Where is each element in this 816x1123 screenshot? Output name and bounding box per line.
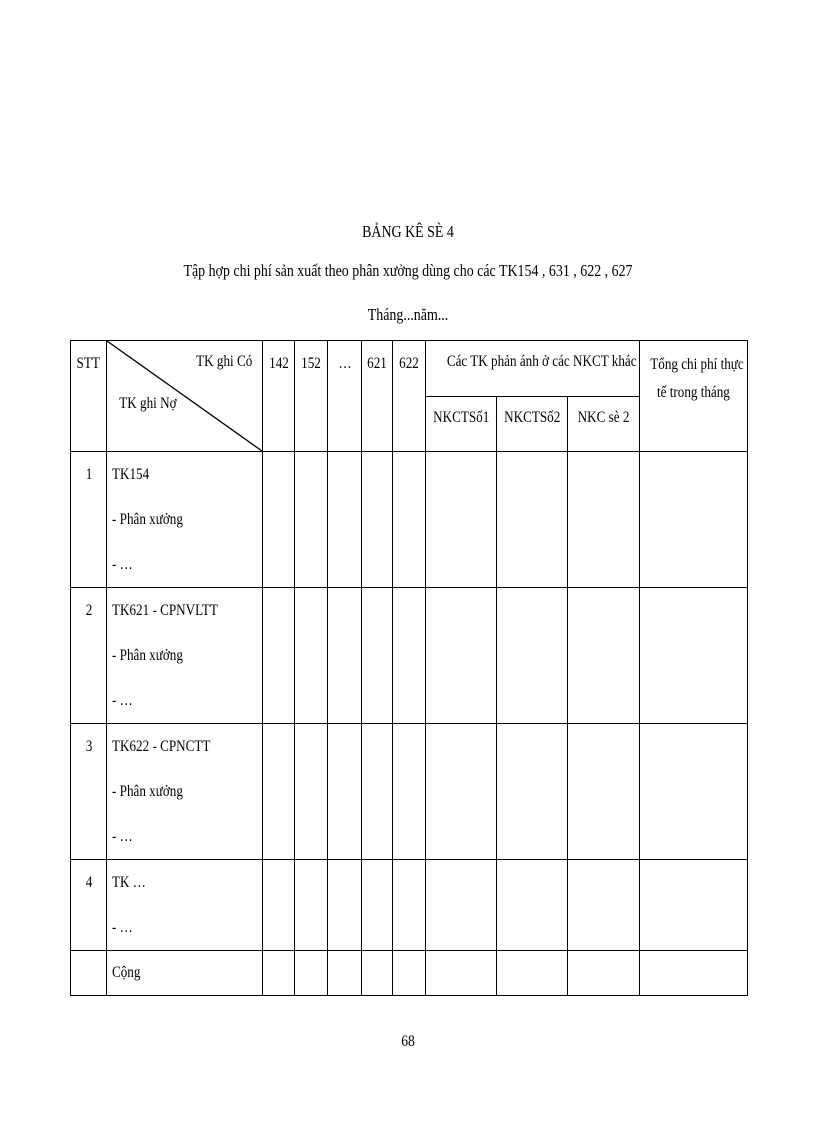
account-col-621: 621 bbox=[362, 341, 393, 452]
row-stt: 2 bbox=[71, 588, 107, 724]
row-description: TK … - … bbox=[107, 860, 263, 951]
stt-header: STT bbox=[71, 341, 107, 452]
journal-col-2: NKCTSố2 bbox=[497, 396, 568, 452]
document-subtitle: Tập hợp chi phí sản xuất theo phân xưởng dùng cho các TK154 , 631 , 622 , 627 bbox=[183, 261, 633, 280]
table-row bbox=[71, 724, 748, 860]
account-col-152: 152 bbox=[295, 341, 328, 452]
header-row-1 bbox=[71, 341, 748, 397]
other-journals-header: Các TK phản ánh ở các NKCT khác bbox=[426, 341, 640, 397]
account-col-142: 142 bbox=[263, 341, 295, 452]
table-row bbox=[71, 588, 748, 724]
total-row bbox=[71, 951, 748, 996]
account-diagonal-header bbox=[107, 341, 263, 452]
document-title: BẢNG KÊ SÈ 4 bbox=[362, 222, 454, 241]
document-period: Tháng...năm... bbox=[367, 305, 449, 324]
total-cost-header: Tổng chi phí thực tế trong tháng bbox=[640, 341, 748, 452]
page-number: 68 bbox=[401, 1033, 415, 1050]
table-row bbox=[71, 860, 748, 951]
table-row bbox=[71, 452, 748, 588]
row-stt: 1 bbox=[71, 452, 107, 588]
journal-col-1: NKCTSố1 bbox=[426, 396, 497, 452]
account-col-622: 622 bbox=[393, 341, 426, 452]
row-stt: 4 bbox=[71, 860, 107, 951]
row-stt: 3 bbox=[71, 724, 107, 860]
journal-col-3: NKC sè 2 bbox=[568, 396, 640, 452]
debit-account-label: TK ghi Nợ bbox=[119, 395, 177, 412]
account-col-ellipsis: … bbox=[328, 341, 362, 452]
total-label: Cộng bbox=[107, 951, 263, 996]
row-description: TK622 - CPNCTT - Phân xưởng - … bbox=[107, 724, 263, 860]
total-stt bbox=[71, 951, 107, 996]
summary-table bbox=[70, 340, 748, 996]
row-description: TK154 - Phân xưởng - … bbox=[107, 452, 263, 588]
credit-account-label: TK ghi Có bbox=[195, 353, 252, 370]
row-description: TK621 - CPNVLTT - Phân xưởng - … bbox=[107, 588, 263, 724]
